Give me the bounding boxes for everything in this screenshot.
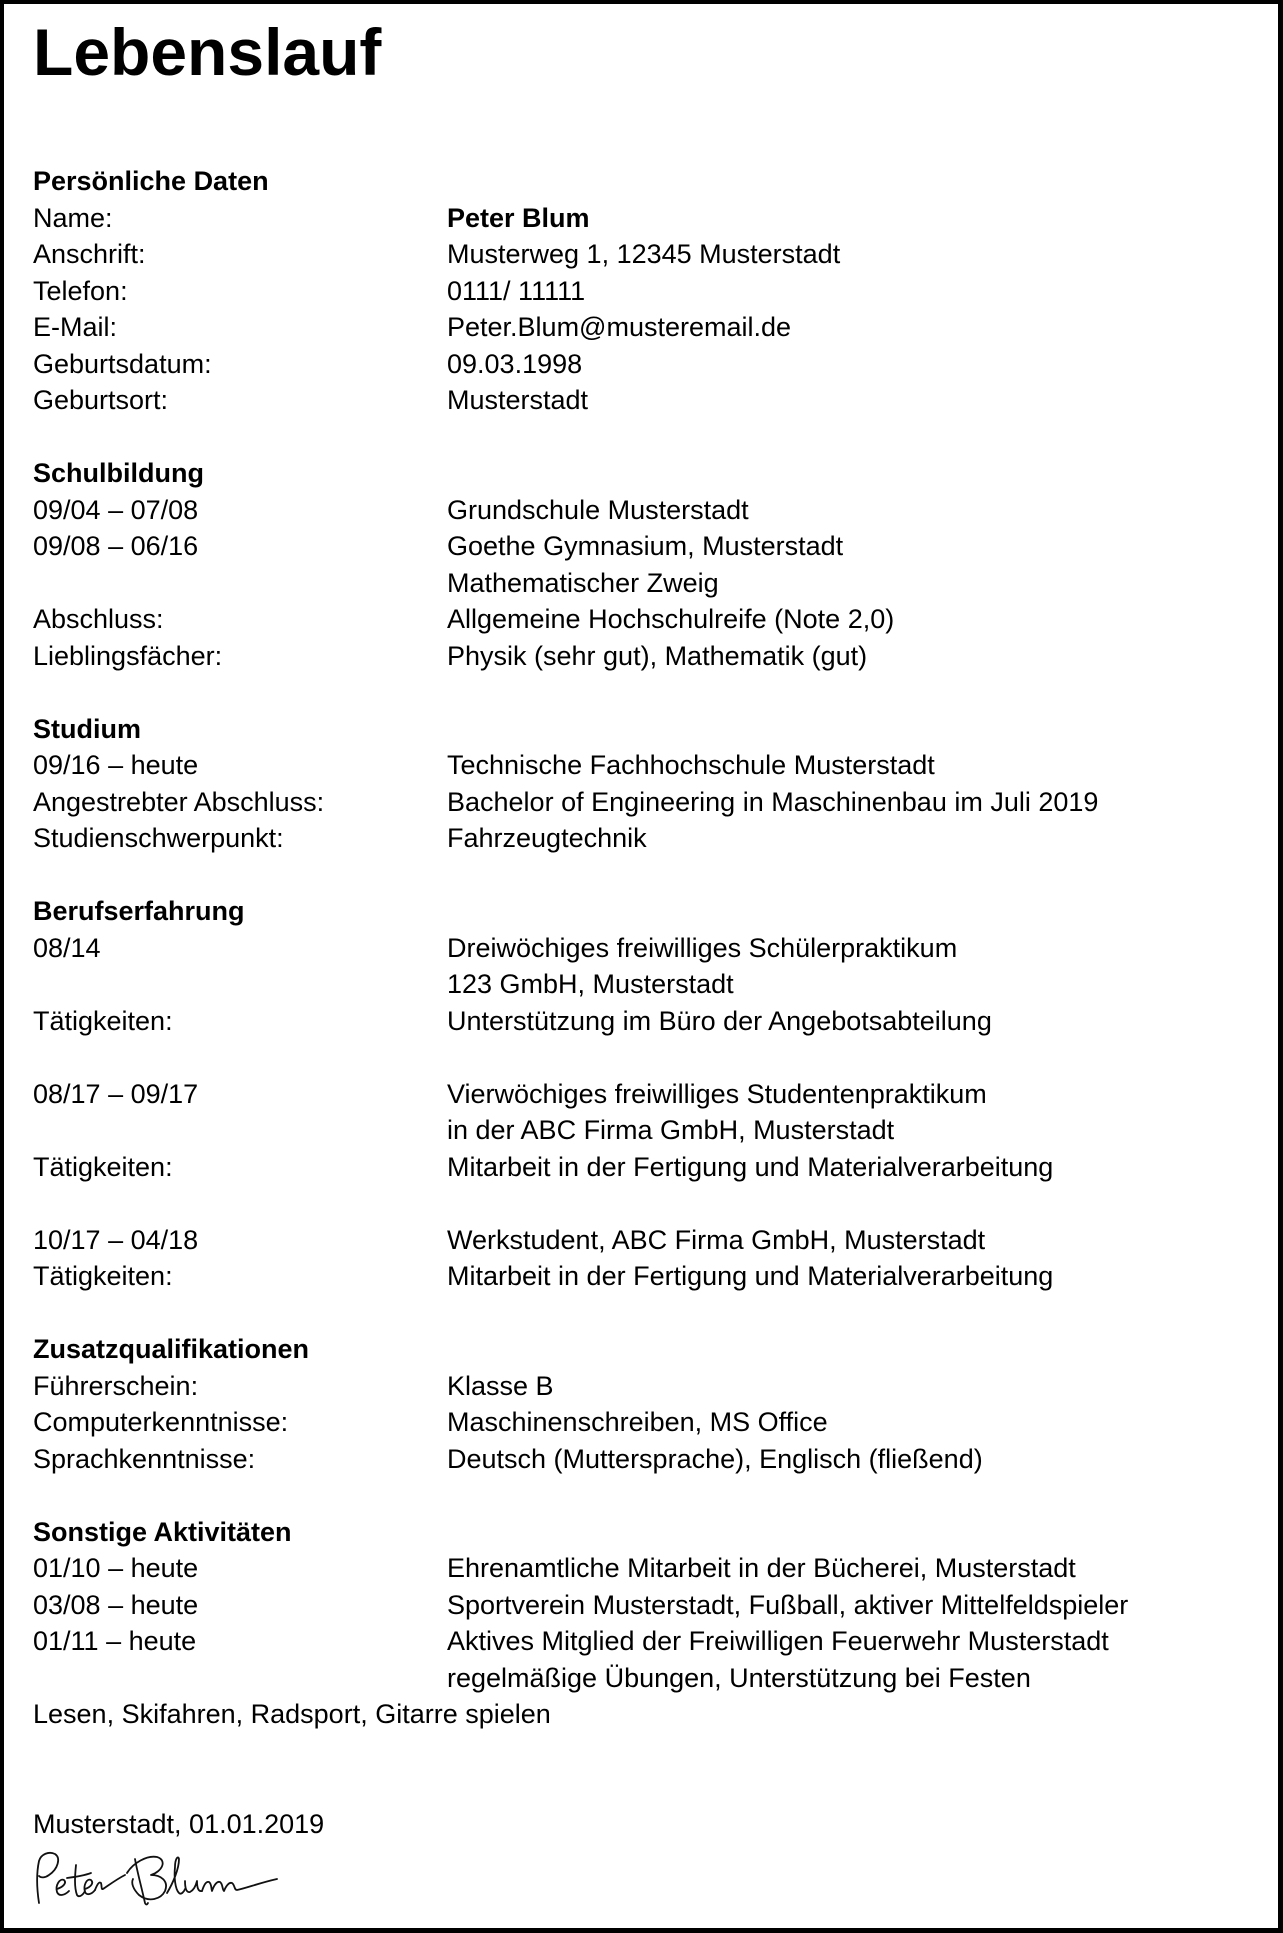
value-line: Goethe Gymnasium, Musterstadt [447, 531, 844, 561]
value-line: Grundschule Musterstadt [447, 494, 749, 525]
signature-stroke [185, 1881, 202, 1892]
row-label: 09/08 – 06/16 [33, 531, 199, 561]
name-value: Peter Blum [447, 202, 590, 233]
row-value [447, 784, 1098, 821]
activity-row [33, 1587, 1263, 1624]
qualification-row [33, 1441, 1263, 1478]
place-date: Musterstadt, 01.01.2019 [33, 1808, 325, 1839]
row-label: Anschrift: [33, 239, 146, 269]
value-line: Werkstudent, ABC Firma GmbH, Musterstadt [447, 1224, 986, 1255]
signature-image [27, 1845, 297, 1910]
value-line: Sportverein Musterstadt, Fußball, aktiver Mittelfeldspieler [447, 1589, 1129, 1620]
row-label: Computerkenntnisse: [33, 1407, 289, 1437]
value-line: 09.03.1998 [447, 348, 583, 379]
section-heading-personal: Persönliche Daten [33, 166, 269, 196]
row-label: Name: [33, 202, 113, 233]
row-label: Geburtsort: [33, 385, 169, 415]
row-label: 08/14 [33, 932, 101, 963]
personal-row-birthplace [33, 382, 1263, 419]
page-title: Lebenslauf [33, 15, 382, 89]
row-label: 01/11 – heute [33, 1626, 197, 1656]
value-line: Dreiwöchiges freiwilliges Schülerpraktikum [447, 932, 958, 963]
experience-row [33, 1149, 1263, 1186]
row-value [447, 1368, 554, 1405]
value-line: Mitarbeit in der Fertigung und Materialverarbeitung [447, 1261, 1054, 1291]
value-line: Musterstadt [447, 385, 589, 415]
signature-stroke [57, 1880, 69, 1895]
school-row [33, 492, 1263, 529]
spacer [33, 857, 1263, 894]
row-value [447, 1076, 987, 1149]
qualification-row [33, 1404, 1263, 1441]
row-label: Lieblingsfächer: [33, 640, 223, 671]
value-line: Aktives Mitglied der Freiwilligen Feuerwehr Musterstadt [447, 1626, 1109, 1656]
qualification-row [33, 1368, 1263, 1405]
row-label: Abschluss: [33, 604, 164, 634]
value-line: Ehrenamtliche Mitarbeit in der Bücherei, Musterstadt [447, 1553, 1076, 1583]
section-heading-school: Schulbildung [33, 458, 204, 488]
cv-content [33, 163, 1263, 1842]
activity-row [33, 1550, 1263, 1587]
spacer [33, 1733, 1263, 1770]
value-line: Musterweg 1, 12345 Musterstadt [447, 239, 841, 269]
row-label: 08/17 – 09/17 [33, 1078, 199, 1109]
value-line: Physik (sehr gut), Mathematik (gut) [447, 640, 868, 671]
row-value [447, 601, 894, 638]
experience-row [33, 1258, 1263, 1295]
value-line: 123 GmbH, Musterstadt [447, 969, 734, 999]
row-value [447, 346, 582, 383]
value-line: Vierwöchiges freiwilliges Studentenpraktikum [447, 1078, 987, 1109]
value-line: Bachelor of Engineering in Maschinenbau im Juli 2019 [447, 786, 1099, 817]
value-line: Klasse B [447, 1370, 554, 1401]
study-row [33, 820, 1263, 857]
value-line: Deutsch (Muttersprache), Englisch (fließend) [447, 1443, 983, 1474]
row-value [447, 638, 867, 675]
value-line: Unterstützung im Büro der Angebotsabteilung [447, 1005, 992, 1036]
school-row [33, 601, 1263, 638]
row-value [447, 820, 647, 857]
personal-row-name [33, 200, 1263, 237]
row-label: Führerschein: [33, 1370, 199, 1401]
experience-row [33, 1003, 1263, 1040]
row-label: 09/04 – 07/08 [33, 494, 199, 525]
row-label: Studienschwerpunkt: [33, 823, 284, 853]
personal-row-birthdate [33, 346, 1263, 383]
row-label: 01/10 – heute [33, 1553, 199, 1583]
row-label: 10/17 – 04/18 [33, 1224, 199, 1255]
row-value [447, 528, 843, 601]
value-line: Peter.Blum@musteremail.de [447, 312, 792, 342]
row-value [447, 1149, 1053, 1186]
signature-stroke [127, 1857, 166, 1900]
value-line: Mathematischer Zweig [447, 567, 719, 598]
school-row [33, 528, 1263, 601]
section-heading-experience: Berufserfahrung [33, 896, 245, 926]
activity-row [33, 1623, 1263, 1696]
row-label: E-Mail: [33, 312, 118, 342]
hobbies-line: Lesen, Skifahren, Radsport, Gitarre spielen [33, 1699, 551, 1729]
row-value [447, 1222, 985, 1259]
value-line: 0111/ 11111 [447, 275, 586, 306]
row-value [447, 930, 957, 1003]
row-value [447, 1550, 1076, 1587]
personal-row-email [33, 309, 1263, 346]
experience-row [33, 930, 1263, 1003]
value-line: Allgemeine Hochschulreife (Note 2,0) [447, 604, 895, 634]
personal-row-address [33, 236, 1263, 273]
study-row [33, 747, 1263, 784]
value-line: Mitarbeit in der Fertigung und Materialverarbeitung [447, 1151, 1054, 1182]
row-value [447, 1258, 1053, 1295]
section-heading-qualifications: Zusatzqualifikationen [33, 1334, 310, 1364]
row-value [447, 273, 585, 310]
value-line: in der ABC Firma GmbH, Musterstadt [447, 1115, 895, 1145]
spacer [33, 419, 1263, 456]
row-value [447, 1623, 1109, 1696]
school-row [33, 638, 1263, 675]
row-label: Geburtsdatum: [33, 348, 212, 379]
spacer [33, 1477, 1263, 1514]
signature-stroke [202, 1879, 277, 1891]
signature-stroke [95, 1875, 125, 1890]
row-label: Sprachkenntnisse: [33, 1443, 256, 1474]
experience-row [33, 1222, 1263, 1259]
row-value [447, 1404, 828, 1441]
row-label: Tätigkeiten: [33, 1261, 173, 1291]
signature-stroke [67, 1873, 91, 1878]
spacer [33, 1769, 1263, 1806]
experience-row [33, 1076, 1263, 1149]
row-label: Tätigkeiten: [33, 1151, 173, 1182]
row-value [447, 236, 840, 273]
value-line: regelmäßige Übungen, Unterstützung bei Festen [447, 1662, 1031, 1693]
signature-stroke [75, 1865, 85, 1896]
row-label: Tätigkeiten: [33, 1005, 173, 1036]
section-heading-activities: Sonstige Aktivitäten [33, 1516, 292, 1547]
personal-row-phone [33, 273, 1263, 310]
row-value [447, 1441, 983, 1478]
spacer [33, 1185, 1263, 1222]
row-value [447, 492, 749, 529]
row-value [447, 1587, 1128, 1624]
value-line: Maschinenschreiben, MS Office [447, 1407, 828, 1437]
study-row [33, 784, 1263, 821]
spacer [33, 1039, 1263, 1076]
row-value [447, 309, 791, 346]
signature-stroke [167, 1857, 185, 1893]
value-line: Fahrzeugtechnik [447, 823, 647, 853]
row-value [447, 382, 588, 419]
row-label: Angestrebter Abschluss: [33, 786, 325, 817]
value-line: Technische Fachhochschule Musterstadt [447, 750, 935, 780]
row-value [447, 1003, 992, 1040]
spacer [33, 674, 1263, 711]
row-label: Telefon: [33, 275, 128, 306]
row-value [447, 747, 935, 784]
signature-stroke [37, 1853, 58, 1903]
section-heading-study: Studium [33, 713, 141, 744]
row-label: 03/08 – heute [33, 1589, 199, 1620]
spacer [33, 1295, 1263, 1332]
row-value [447, 200, 590, 237]
signature-stroke [84, 1880, 95, 1895]
row-label: 09/16 – heute [33, 750, 199, 780]
